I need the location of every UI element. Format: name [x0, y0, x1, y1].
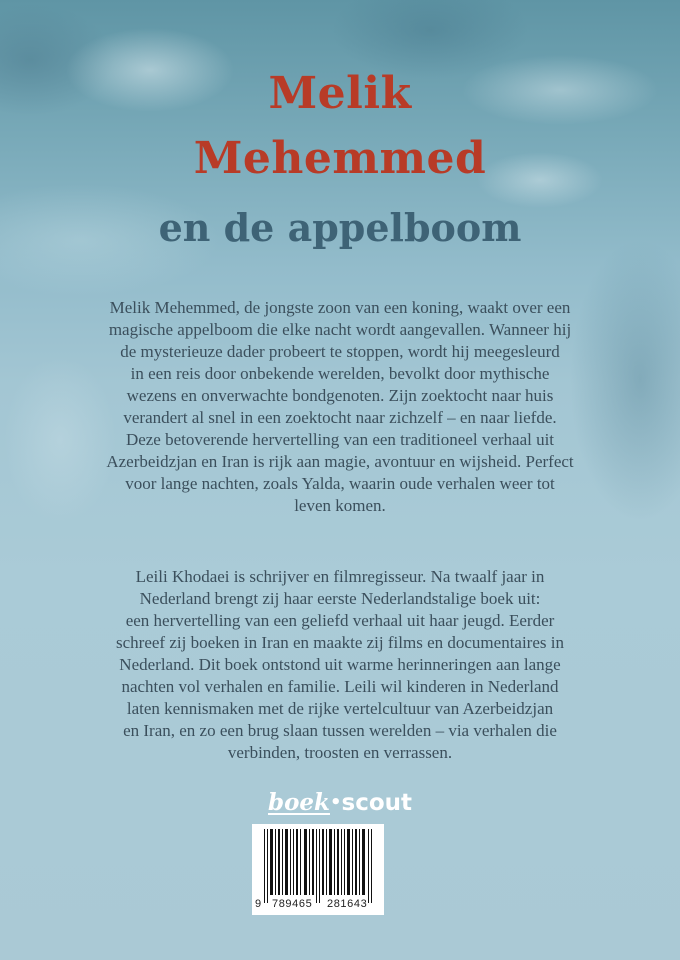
synopsis-line: Deze betoverende hervertelling van een traditioneel verhaal uit: [125, 430, 555, 449]
synopsis-line: magische appelboom die elke nacht wordt aangevallen. Wanneer hij: [108, 320, 572, 339]
synopsis-line: Azerbeidzjan en Iran is rijk aan magie, avontuur en wijsheid. Perfect: [106, 452, 574, 471]
isbn-digit-first: 9: [255, 898, 262, 910]
bio-line: laten kennismaken met de rijke vertelcultuur van Azerbeidzjan: [126, 699, 554, 718]
publisher-logo: [240, 790, 440, 816]
synopsis-line: Melik Mehemmed, de jongste zoon van een koning, waakt over een: [109, 298, 571, 317]
synopsis-line: wezens en onverwachte bondgenoten. Zijn zoektocht naar huis: [126, 386, 554, 405]
logo-dot-icon: •: [329, 792, 342, 813]
synopsis-line: de mysterieuze dader probeert te stoppen, wordt hij meegesleurd: [120, 342, 560, 361]
bio-line: nachten vol verhalen en familie. Leili wil kinderen in Nederland: [121, 677, 559, 696]
bio-line: een hervertelling van een geliefd verhaal uit haar jeugd. Eerder: [125, 611, 555, 630]
isbn-group-2: 281643: [327, 898, 368, 910]
synopsis-line: voor lange nachten, zoals Yalda, waarin oude verhalen weer tot: [125, 474, 555, 493]
subtitle: en de appelboom: [158, 205, 522, 250]
bio-line: Leili Khodaei is schrijver en filmregisseur. Na twaalf jaar in: [135, 567, 545, 586]
bio-line: schreef zij boeken in Iran en maakte zij films en documentaires in: [116, 633, 564, 652]
logo-boek: [268, 789, 330, 816]
synopsis-line: in een reis door onbekende werelden, bevolkt door mythische: [130, 364, 550, 383]
bio-line: en Iran, en zo een brug slaan tussen werelden – via verhalen die: [123, 721, 557, 740]
bio-line: Nederland. Dit boek ontstond uit warme herinneringen aan lange: [119, 655, 561, 674]
bio-line: verbinden, troosten en verrassen.: [227, 743, 453, 762]
bio-line: Nederland brengt zij haar eerste Nederlandstalige boek uit:: [139, 589, 541, 608]
logo-boek-text: boek: [267, 789, 330, 816]
synopsis-paragraph: [70, 297, 610, 517]
title-line-2: Mehemmed: [193, 133, 487, 184]
logo-scout: scout: [341, 790, 412, 816]
barcode-bars-icon: [264, 829, 374, 901]
synopsis-line: leven komen.: [294, 496, 386, 515]
synopsis-line: verandert al snel in een zoektocht naar zichzelf – en naar liefde.: [123, 408, 557, 427]
title-line-1: Melik: [268, 68, 412, 119]
isbn-barcode: [252, 824, 384, 915]
author-bio-paragraph: [70, 566, 610, 764]
isbn-group-1: 789465: [272, 898, 313, 910]
